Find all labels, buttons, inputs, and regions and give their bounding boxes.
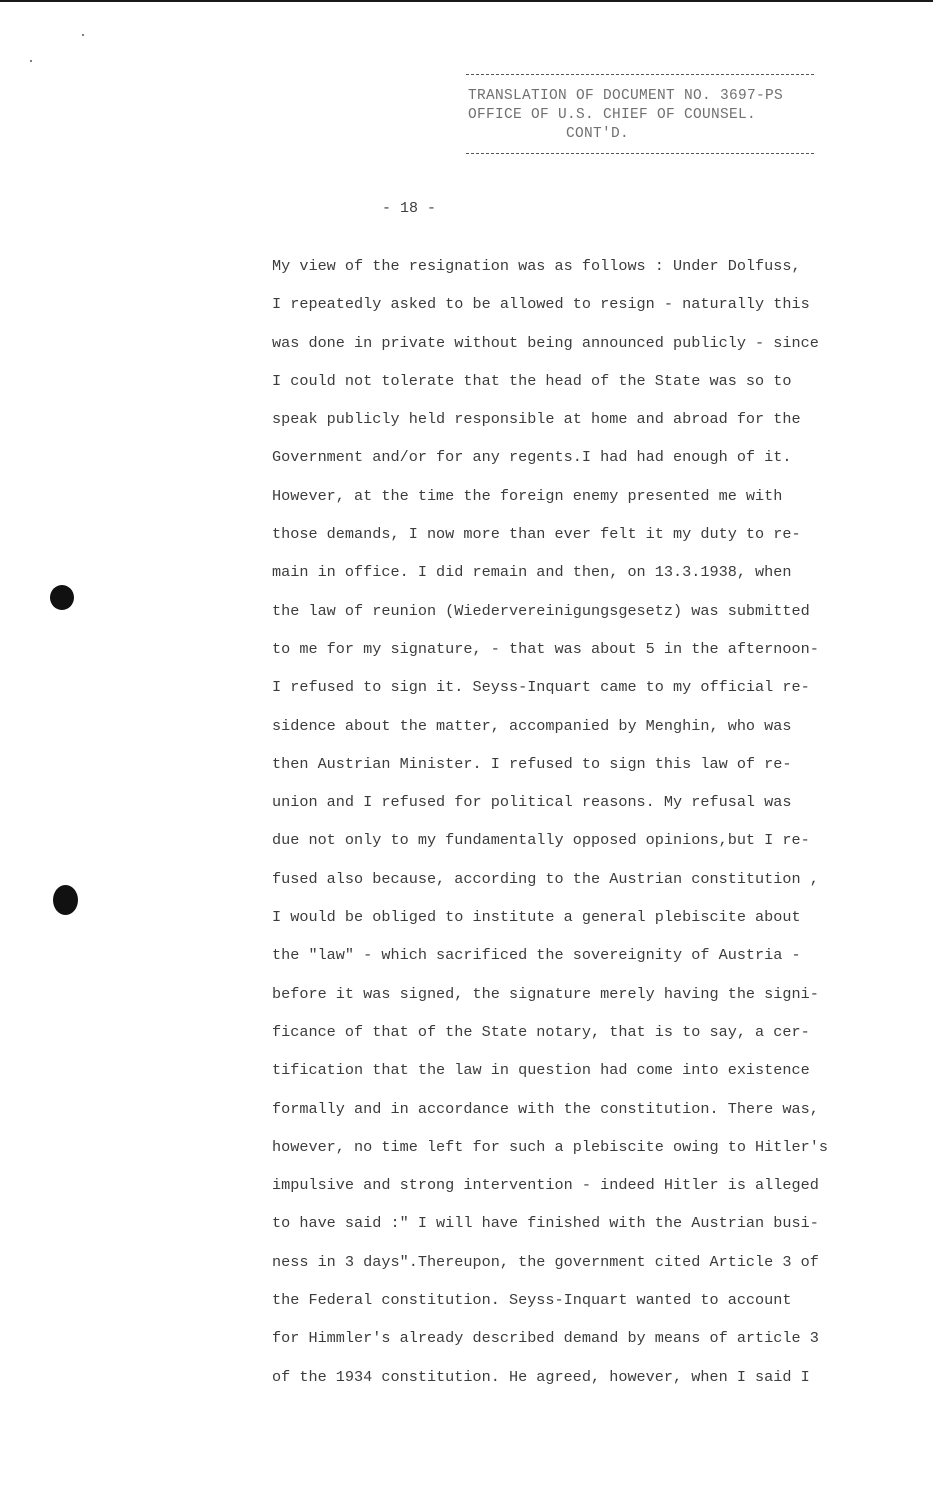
body-line: those demands, I now more than ever felt it my duty to re- bbox=[272, 525, 801, 544]
paper-speck bbox=[82, 34, 84, 36]
body-line: then Austrian Minister. I refused to sign this law of re- bbox=[272, 754, 792, 773]
body-line: speak publicly held responsible at home and abroad for the bbox=[272, 410, 801, 429]
body-line: the "law" - which sacrificed the sovereignity of Austria - bbox=[272, 946, 801, 965]
body-line: was done in private without being announced publicly - since bbox=[272, 333, 819, 352]
punch-hole-top bbox=[50, 585, 74, 610]
punch-hole-bottom bbox=[53, 885, 78, 915]
header-line-2: OFFICE OF U.S. CHIEF OF COUNSEL. bbox=[468, 107, 757, 123]
body-line: before it was signed, the signature merely having the signi- bbox=[272, 984, 819, 1003]
paper-speck bbox=[30, 60, 32, 62]
header-line-3: CONT'D. bbox=[566, 126, 630, 142]
body-line: Government and/or for any regents.I had had enough of it. bbox=[272, 448, 792, 467]
body-line: ness in 3 days".Thereupon, the government cited Article 3 of bbox=[272, 1252, 819, 1271]
header-bottom-rule bbox=[466, 153, 814, 154]
body-line: of the 1934 constitution. He agreed, however, when I said I bbox=[272, 1367, 810, 1386]
body-line: I refused to sign it. Seyss-Inquart came to my official re- bbox=[272, 678, 810, 697]
body-line: to me for my signature, - that was about 5 in the afternoon- bbox=[272, 639, 819, 658]
body-line: due not only to my fundamentally opposed opinions,but I re- bbox=[272, 831, 810, 850]
body-text bbox=[272, 254, 872, 1403]
body-line: However, at the time the foreign enemy presented me with bbox=[272, 486, 783, 505]
body-line: I would be obliged to institute a general plebiscite about bbox=[272, 908, 801, 927]
body-line: fused also because, according to the Austrian constitution , bbox=[272, 869, 819, 888]
body-line: ficance of that of the State notary, that is to say, a cer- bbox=[272, 1022, 810, 1041]
page-number: - 18 - bbox=[382, 200, 437, 217]
document-header bbox=[466, 74, 816, 154]
body-line: My view of the resignation was as follows : Under Dolfuss, bbox=[272, 257, 801, 275]
body-line: the law of reunion (Wiedervereinigungsgesetz) was submitted bbox=[272, 601, 810, 620]
body-line: union and I refused for political reasons. My refusal was bbox=[272, 793, 792, 812]
body-line: sidence about the matter, accompanied by Menghin, who was bbox=[272, 716, 792, 735]
header-line-1: TRANSLATION OF DOCUMENT NO. 3697-PS bbox=[468, 88, 784, 104]
body-line: to have said :" I will have finished with the Austrian busi- bbox=[272, 1214, 819, 1233]
body-line: formally and in accordance with the constitution. There was, bbox=[272, 1099, 819, 1118]
body-line: for Himmler's already described demand by means of article 3 bbox=[272, 1329, 819, 1348]
body-line: I repeatedly asked to be allowed to resign - naturally this bbox=[272, 295, 810, 314]
body-line: main in office. I did remain and then, on 13.3.1938, when bbox=[272, 563, 792, 582]
body-line: I could not tolerate that the head of the State was so to bbox=[272, 371, 792, 390]
body-line: the Federal constitution. Seyss-Inquart wanted to account bbox=[272, 1291, 792, 1310]
header-lines bbox=[466, 75, 816, 153]
body-line: tification that the law in question had come into existence bbox=[272, 1061, 810, 1080]
body-line: impulsive and strong intervention - indeed Hitler is alleged bbox=[272, 1176, 819, 1195]
body-line: however, no time left for such a plebiscite owing to Hitler's bbox=[272, 1137, 828, 1156]
page-top-edge bbox=[0, 0, 933, 2]
